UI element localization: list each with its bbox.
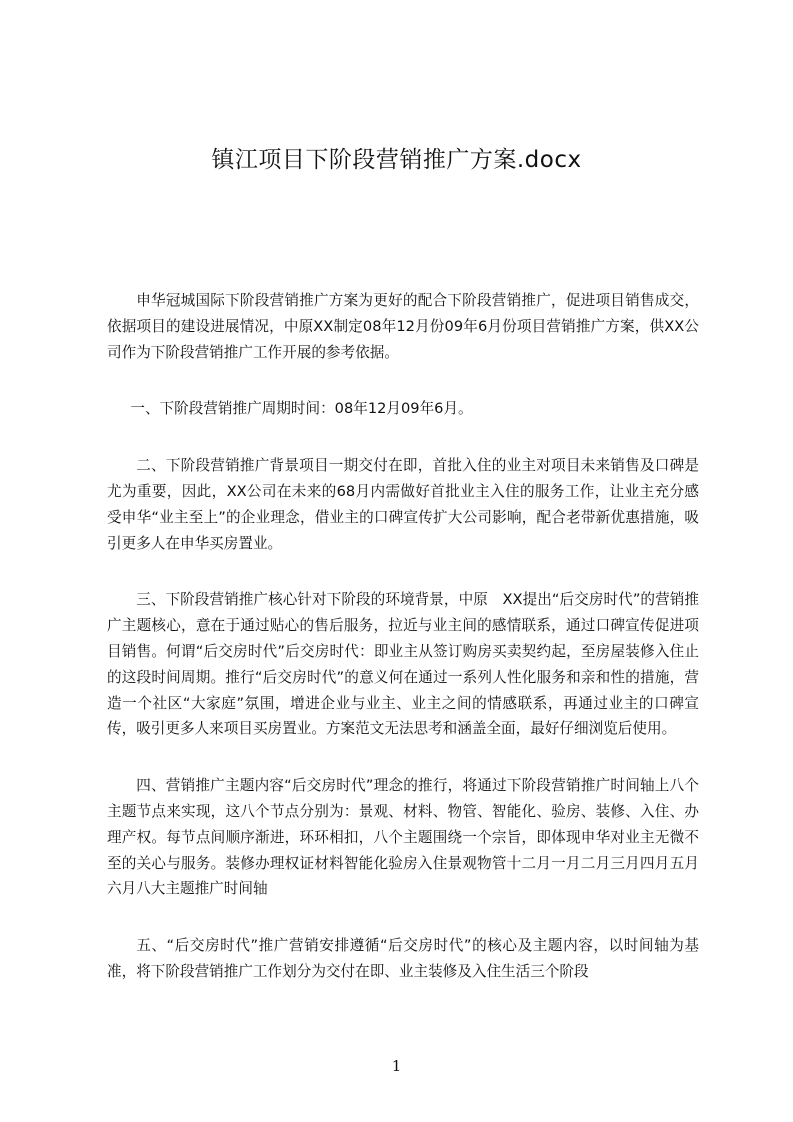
paragraph-section-2: 二、下阶段营销推广背景项目一期交付在即，首批入住的业主对项目未来销售及口碑是尤为重要，因此，XX公司在未来的68月内需做好首批业主入住的服务工作，让业主充分感受申华“业主至上”的企业理念，借业主的口碑宣传扩大公司影响，配合老带新优惠措施，吸引更多人在申华买房置业。	[107, 457, 699, 552]
paragraph-intro: 申华冠城国际下阶段营销推广方案为更好的配合下阶段营销推广，促进项目销售成交，依据项目的建设进展情况，中原XX制定08年12月份09年6月份项目营销推广方案，供XX公司作为下阶段营销推广工作开展的参考依据。	[107, 292, 699, 361]
paragraph-section-3: 三、下阶段营销推广核心针对下阶段的环境背景，中原 XX提出“后交房时代”的营销推广主题核心，意在于通过贴心的售后服务，拉近与业主间的感情联系，通过口碑宣传促进项目销售。何谓“后交房时代”后交房时代：即业主从签订购房买卖契约起，至房屋装修入住止的这段时间周期。推行“后交房时代”的意义何在通过一系列人性化服务和亲和性的措施，营造一个社区“大家庭”氛围，增进企业与业主、业主之间的情感联系，再通过业主的口碑宣传，吸引更多人来项目买房置业。方案范文无法思考和涵盖全面，最好仔细浏览后使用。	[107, 591, 699, 738]
paragraph-section-5: 五、“后交房时代”推广营销安排遵循“后交房时代”的核心及主题内容，以时间轴为基准，将下阶段营销推广工作划分为交付在即、业主装修及入住生活三个阶段	[107, 937, 699, 980]
document-body	[107, 288, 699, 1016]
document-title: 镇江项目下阶段营销推广方案.docx	[211, 147, 582, 173]
paragraph-section-4: 四、营销推广主题内容“后交房时代”理念的推行，将通过下阶段营销推广时间轴上八个主题节点来实现，这八个节点分别为：景观、材料、物管、智能化、验房、装修、入住、办理产权。每节点间顺序渐进，环环相扣，八个主题围绕一个宗旨，即体现申华对业主无微不至的关心与服务。装修办理权证材料智能化验房入住景观物管十二月一月二月三月四月五月六月八大主题推广时间轴	[107, 777, 699, 898]
page-number: 1	[391, 1057, 402, 1075]
paragraph-section-1: 一、下阶段营销推广周期时间：08年12月09年6月。	[130, 400, 473, 418]
